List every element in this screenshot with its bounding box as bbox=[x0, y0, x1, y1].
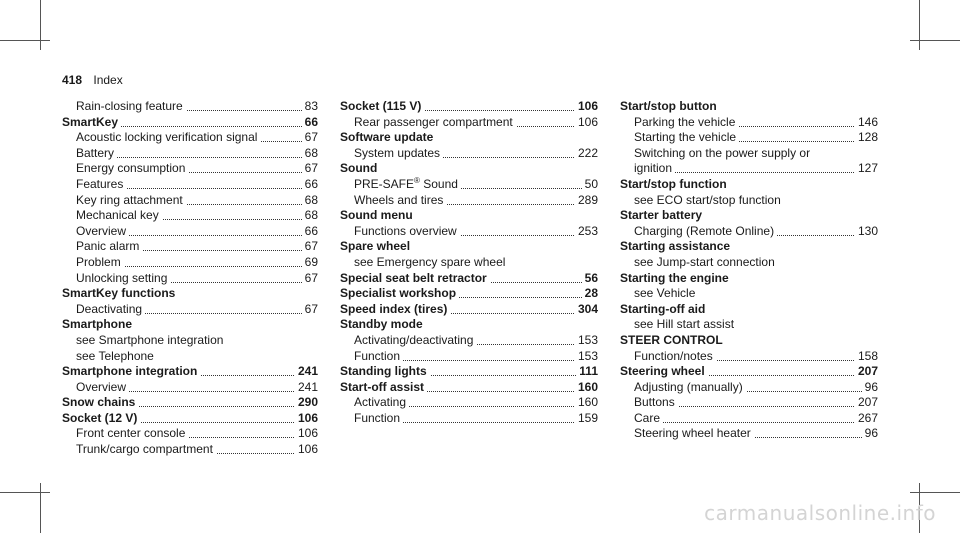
watermark: carmanualsonline.info bbox=[704, 501, 936, 525]
registered-mark: ® bbox=[414, 175, 420, 185]
index-heading bbox=[620, 208, 878, 224]
entry-label: see Telephone bbox=[76, 348, 154, 363]
index-heading bbox=[62, 395, 318, 411]
index-heading bbox=[620, 302, 878, 318]
entry-label: Overview bbox=[76, 379, 127, 394]
entry-text bbox=[354, 349, 403, 363]
index-column-1 bbox=[62, 99, 318, 458]
entry-text bbox=[62, 395, 138, 409]
entry-label: Unlocking setting bbox=[76, 270, 168, 285]
entry-text bbox=[76, 224, 129, 238]
entry-label: Specialist workshop bbox=[340, 286, 457, 301]
index-heading bbox=[340, 208, 598, 224]
page-reference: 267 bbox=[855, 411, 878, 427]
index-heading bbox=[620, 239, 878, 255]
entry-text bbox=[620, 177, 730, 191]
entry-text bbox=[76, 193, 186, 207]
entry-text bbox=[620, 271, 732, 285]
entry-text bbox=[62, 411, 140, 425]
entry-label: see ECO start/stop function bbox=[634, 192, 781, 207]
index-heading bbox=[620, 99, 878, 115]
index-subentry bbox=[62, 239, 318, 255]
entry-text bbox=[620, 239, 733, 253]
page-number: 418 bbox=[62, 73, 83, 87]
page-reference: 106 bbox=[295, 426, 318, 442]
entry-text bbox=[354, 146, 443, 160]
entry-text bbox=[354, 115, 516, 129]
entry-text bbox=[76, 177, 126, 191]
crop-mark bbox=[0, 492, 50, 493]
entry-label: Switching on the power supply or bbox=[634, 145, 811, 160]
crop-mark bbox=[910, 492, 960, 493]
entry-text bbox=[76, 442, 216, 456]
entry-text bbox=[76, 161, 188, 175]
entry-text bbox=[76, 426, 188, 440]
entry-label: Function/notes bbox=[634, 348, 713, 363]
page-header bbox=[62, 73, 123, 87]
index-subentry bbox=[62, 208, 318, 224]
entry-label: Spare wheel bbox=[340, 239, 411, 254]
entry-text bbox=[354, 255, 508, 269]
entry-label: Problem bbox=[76, 254, 121, 269]
index-subentry bbox=[340, 193, 598, 209]
page-reference: 106 bbox=[295, 411, 318, 427]
index-subentry bbox=[340, 146, 598, 162]
entry-label: Starter battery bbox=[620, 208, 703, 223]
index-subentry bbox=[62, 255, 318, 271]
page-reference: 111 bbox=[576, 364, 598, 380]
entry-label: Starting the vehicle bbox=[634, 130, 737, 145]
page-reference: 153 bbox=[575, 349, 598, 365]
entry-text bbox=[354, 224, 460, 238]
entry-label: Start-off assist bbox=[340, 379, 425, 394]
entry-label: SmartKey bbox=[62, 114, 119, 129]
entry-text bbox=[634, 380, 746, 394]
entry-label: Functions overview bbox=[354, 223, 457, 238]
entry-label: Starting-off aid bbox=[620, 301, 706, 316]
index-heading bbox=[340, 161, 598, 177]
entry-label: Activating/deactivating bbox=[354, 332, 474, 347]
entry-text bbox=[340, 364, 430, 378]
entry-label: Activating bbox=[354, 395, 407, 410]
page-reference: 96 bbox=[862, 426, 878, 442]
page-reference: 68 bbox=[302, 193, 318, 209]
index-subentry bbox=[620, 317, 878, 333]
index-heading bbox=[340, 317, 598, 333]
entry-text bbox=[62, 317, 135, 331]
index-subentry bbox=[620, 411, 878, 427]
index-subentry bbox=[620, 146, 878, 162]
entry-label: Adjusting (manually) bbox=[634, 379, 743, 394]
entry-label-suffix: Sound bbox=[419, 176, 458, 191]
index-subentry bbox=[620, 286, 878, 302]
entry-label: Function bbox=[354, 348, 401, 363]
entry-label: Smartphone bbox=[62, 317, 133, 332]
index-column-2 bbox=[340, 99, 598, 426]
entry-label: Standby mode bbox=[340, 317, 423, 332]
index-subentry bbox=[62, 224, 318, 240]
page-reference: 146 bbox=[855, 115, 878, 131]
entry-text bbox=[620, 99, 720, 113]
index-subentry bbox=[62, 161, 318, 177]
entry-label: Rain-closing feature bbox=[76, 99, 183, 113]
index-subentry bbox=[340, 333, 598, 349]
entry-label: Start/stop button bbox=[620, 99, 717, 113]
index-heading bbox=[340, 302, 598, 318]
page-reference: 66 bbox=[302, 115, 318, 131]
index-subentry bbox=[340, 115, 598, 131]
index-subentry bbox=[620, 161, 878, 177]
entry-text bbox=[76, 333, 226, 347]
entry-label: Features bbox=[76, 176, 124, 191]
index-subentry bbox=[62, 177, 318, 193]
entry-text bbox=[76, 380, 129, 394]
page-reference: 289 bbox=[575, 193, 598, 209]
page-reference: 290 bbox=[295, 395, 318, 411]
page-reference: 106 bbox=[295, 442, 318, 458]
index-subentry bbox=[62, 442, 318, 458]
page-reference: 130 bbox=[855, 224, 878, 240]
page-reference: 106 bbox=[575, 115, 598, 131]
entry-label: Starting assistance bbox=[620, 239, 731, 254]
index-subentry bbox=[620, 193, 878, 209]
entry-text bbox=[634, 349, 716, 363]
entry-label: Start/stop function bbox=[620, 176, 727, 191]
entry-text bbox=[354, 177, 461, 191]
entry-label: see Hill start assist bbox=[634, 317, 735, 332]
index-heading bbox=[620, 177, 878, 193]
page-reference: 68 bbox=[302, 208, 318, 224]
entry-text bbox=[354, 193, 446, 207]
entry-text bbox=[340, 317, 426, 331]
index-subentry bbox=[62, 99, 318, 115]
index-subentry bbox=[340, 395, 598, 411]
entry-text bbox=[634, 224, 777, 238]
entry-label: Wheels and tires bbox=[354, 192, 444, 207]
entry-label: Steering wheel heater bbox=[634, 426, 751, 441]
entry-text bbox=[634, 286, 698, 300]
entry-text bbox=[76, 349, 157, 363]
page-reference: 67 bbox=[302, 271, 318, 287]
entry-label: Standing lights bbox=[340, 364, 427, 379]
entry-label: Snow chains bbox=[62, 395, 136, 410]
entry-label: Steering wheel bbox=[620, 364, 705, 379]
entry-text bbox=[340, 161, 380, 175]
page-reference: 158 bbox=[855, 349, 878, 365]
entry-text bbox=[76, 255, 124, 269]
entry-label: Acoustic locking verification signal bbox=[76, 130, 258, 145]
entry-label: Panic alarm bbox=[76, 239, 140, 254]
page-reference: 127 bbox=[855, 161, 878, 177]
entry-text bbox=[634, 193, 784, 207]
crop-mark bbox=[40, 0, 41, 50]
page-reference: 67 bbox=[302, 161, 318, 177]
index-subentry bbox=[340, 255, 598, 271]
entry-label: see Vehicle bbox=[634, 286, 696, 301]
index-heading bbox=[620, 333, 878, 349]
entry-text bbox=[620, 333, 726, 347]
index-heading bbox=[620, 364, 878, 380]
page-reference: 67 bbox=[302, 239, 318, 255]
entry-label: Rear passenger compartment bbox=[354, 114, 513, 129]
index-subentry bbox=[620, 224, 878, 240]
entry-text bbox=[340, 286, 459, 300]
index-subentry bbox=[62, 271, 318, 287]
entry-label: Energy consumption bbox=[76, 161, 186, 176]
index-subentry bbox=[62, 349, 318, 365]
entry-text bbox=[620, 364, 708, 378]
entry-label: see Jump-start connection bbox=[634, 254, 775, 269]
index-heading bbox=[62, 364, 318, 380]
index-subentry bbox=[340, 177, 598, 193]
entry-text bbox=[634, 115, 738, 129]
entry-text bbox=[620, 208, 705, 222]
index-subentry bbox=[620, 130, 878, 146]
index-heading bbox=[340, 99, 598, 115]
entry-label: Parking the vehicle bbox=[634, 114, 736, 129]
index-column-3 bbox=[620, 99, 878, 442]
page-reference: 96 bbox=[862, 380, 878, 396]
entry-text bbox=[634, 411, 663, 425]
entry-text bbox=[634, 426, 754, 440]
page-reference: 128 bbox=[855, 130, 878, 146]
index-subentry bbox=[62, 333, 318, 349]
entry-label: ignition bbox=[634, 161, 673, 176]
index-subentry bbox=[340, 224, 598, 240]
entry-label: see Emergency spare wheel bbox=[354, 254, 506, 269]
entry-label: Sound bbox=[340, 161, 378, 176]
page-reference: 83 bbox=[302, 99, 318, 115]
entry-label: Front center console bbox=[76, 426, 186, 441]
entry-label: Starting the engine bbox=[620, 270, 729, 285]
index-heading bbox=[62, 411, 318, 427]
index-subentry bbox=[62, 302, 318, 318]
index-heading bbox=[620, 271, 878, 287]
index-subentry bbox=[620, 426, 878, 442]
page-reference: 67 bbox=[302, 130, 318, 146]
page-reference: 222 bbox=[575, 146, 598, 162]
entry-label: Smartphone integration bbox=[62, 364, 198, 379]
index-subentry bbox=[620, 380, 878, 396]
entry-label: Trunk/cargo compartment bbox=[76, 442, 213, 457]
entry-text bbox=[340, 99, 424, 113]
entry-label: Deactivating bbox=[76, 301, 143, 316]
entry-label: Socket (12 V) bbox=[62, 410, 138, 425]
page-reference: 241 bbox=[295, 364, 318, 380]
page-reference: 160 bbox=[575, 395, 598, 411]
index-subentry bbox=[620, 349, 878, 365]
page-reference: 159 bbox=[575, 411, 598, 427]
entry-text bbox=[76, 130, 260, 144]
entry-label: see Smartphone integration bbox=[76, 332, 224, 347]
index-heading bbox=[62, 286, 318, 302]
entry-label: PRE-SAFE bbox=[354, 176, 415, 191]
index-subentry bbox=[62, 426, 318, 442]
entry-text bbox=[634, 255, 778, 269]
entry-label: Care bbox=[634, 410, 661, 425]
index-heading bbox=[62, 317, 318, 333]
index-subentry bbox=[340, 349, 598, 365]
index-heading bbox=[62, 115, 318, 131]
entry-label: Software update bbox=[340, 130, 434, 145]
entry-label: Key ring attachment bbox=[76, 192, 183, 207]
entry-label: Charging (Remote Online) bbox=[634, 223, 775, 238]
entry-label: STEER CONTROL bbox=[620, 332, 723, 347]
crop-mark bbox=[910, 40, 960, 41]
index-heading bbox=[340, 380, 598, 396]
page-reference: 304 bbox=[575, 302, 598, 318]
index-heading bbox=[340, 130, 598, 146]
entry-text bbox=[634, 395, 678, 409]
page-reference: 69 bbox=[302, 255, 318, 271]
index-heading bbox=[340, 239, 598, 255]
entry-text bbox=[76, 302, 145, 316]
crop-mark bbox=[0, 40, 50, 41]
index-subentry bbox=[620, 395, 878, 411]
page-reference: 160 bbox=[575, 380, 598, 396]
page-reference: 106 bbox=[575, 99, 598, 115]
page-reference: 68 bbox=[302, 146, 318, 162]
page-reference: 253 bbox=[575, 224, 598, 240]
page-reference: 56 bbox=[582, 271, 598, 287]
entry-text bbox=[354, 411, 403, 425]
entry-text bbox=[634, 130, 739, 144]
entry-text bbox=[634, 161, 675, 175]
entry-text bbox=[76, 99, 186, 113]
entry-text bbox=[76, 146, 117, 160]
page-reference: 66 bbox=[302, 177, 318, 193]
entry-text bbox=[354, 395, 409, 409]
entry-text bbox=[62, 286, 178, 300]
index-subentry bbox=[340, 411, 598, 427]
section-title: Index bbox=[93, 73, 123, 87]
index-heading bbox=[340, 271, 598, 287]
entry-text bbox=[340, 271, 490, 285]
entry-label: Speed index (tires) bbox=[340, 301, 448, 316]
page-reference: 153 bbox=[575, 333, 598, 349]
page-reference: 241 bbox=[295, 380, 318, 396]
entry-label: System updates bbox=[354, 145, 441, 160]
index-subentry bbox=[620, 115, 878, 131]
entry-text bbox=[620, 302, 708, 316]
entry-label: Overview bbox=[76, 223, 127, 238]
entry-label: SmartKey functions bbox=[62, 286, 176, 301]
page-reference: 50 bbox=[582, 177, 598, 193]
crop-mark bbox=[919, 0, 920, 50]
entry-text bbox=[634, 317, 737, 331]
entry-text bbox=[76, 271, 170, 285]
page-reference: 207 bbox=[855, 395, 878, 411]
index-subentry bbox=[62, 193, 318, 209]
index-subentry bbox=[620, 255, 878, 271]
entry-label: Mechanical key bbox=[76, 208, 159, 223]
entry-label: Socket (115 V) bbox=[340, 99, 422, 113]
entry-text bbox=[340, 302, 450, 316]
page-reference: 28 bbox=[582, 286, 598, 302]
page-reference: 66 bbox=[302, 224, 318, 240]
index-subentry bbox=[62, 380, 318, 396]
entry-text bbox=[340, 208, 416, 222]
entry-text bbox=[340, 380, 427, 394]
index-heading bbox=[340, 286, 598, 302]
index-heading bbox=[340, 364, 598, 380]
entry-text bbox=[76, 239, 142, 253]
entry-text bbox=[340, 239, 413, 253]
page-reference: 67 bbox=[302, 302, 318, 318]
entry-text bbox=[354, 333, 476, 347]
entry-label: Special seat belt retractor bbox=[340, 270, 487, 285]
index-subentry bbox=[62, 146, 318, 162]
entry-text bbox=[76, 208, 162, 222]
index-subentry bbox=[62, 130, 318, 146]
entry-label: Sound menu bbox=[340, 208, 413, 223]
entry-text bbox=[62, 115, 121, 129]
entry-label: Buttons bbox=[634, 395, 675, 410]
entry-label: Battery bbox=[76, 145, 115, 160]
entry-label: Function bbox=[354, 410, 401, 425]
entry-text bbox=[634, 146, 813, 160]
entry-text bbox=[340, 130, 436, 144]
crop-mark bbox=[40, 483, 41, 533]
entry-text bbox=[62, 364, 200, 378]
page-reference: 207 bbox=[855, 364, 878, 380]
